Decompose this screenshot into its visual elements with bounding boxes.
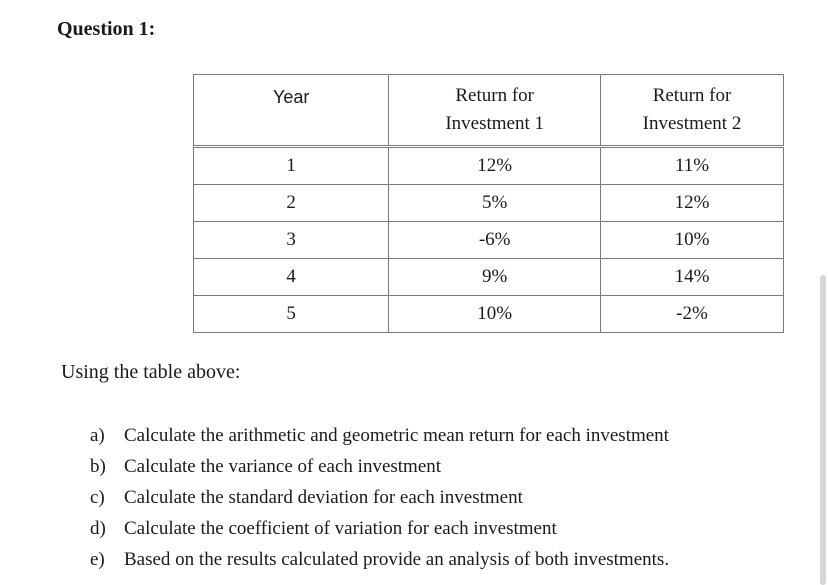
header-investment-1-line-1: Return for xyxy=(455,85,534,106)
cell-investment-1: 9% xyxy=(389,259,601,296)
question-heading: Question 1: xyxy=(57,18,156,40)
header-investment-2 xyxy=(601,75,784,147)
list-item-text: Calculate the coefficient of variation for each investment xyxy=(124,518,557,539)
list-item-text: Based on the results calculated provide an analysis of both investments. xyxy=(124,549,670,570)
cell-investment-2: 10% xyxy=(601,222,784,259)
scrollbar-thumb[interactable] xyxy=(820,275,826,585)
cell-investment-2: -2% xyxy=(601,296,784,333)
list-item-text: Calculate the variance of each investment xyxy=(124,456,442,477)
list-item-marker: a) xyxy=(90,425,105,446)
header-investment-1-line-2: Investment 1 xyxy=(445,113,545,134)
list-item-marker: c) xyxy=(90,487,105,508)
list-item xyxy=(90,425,669,456)
list-item-marker: e) xyxy=(90,549,105,570)
table-row xyxy=(194,222,784,259)
cell-investment-1: 12% xyxy=(389,147,601,185)
cell-year: 1 xyxy=(194,147,389,185)
cell-investment-1: 5% xyxy=(389,185,601,222)
cell-year: 5 xyxy=(194,296,389,333)
cell-year: 3 xyxy=(194,222,389,259)
cell-year: 4 xyxy=(194,259,389,296)
task-list xyxy=(90,425,669,580)
cell-investment-1: 10% xyxy=(389,296,601,333)
cell-year: 2 xyxy=(194,185,389,222)
list-item xyxy=(90,456,669,487)
list-item-text: Calculate the arithmetic and geometric mean return for each investment xyxy=(124,425,669,446)
header-investment-2-line-1: Return for xyxy=(652,85,732,106)
list-item-marker: b) xyxy=(90,456,106,477)
cell-investment-2: 12% xyxy=(601,185,784,222)
table-header-row xyxy=(194,75,784,147)
list-item xyxy=(90,487,669,518)
header-year: Year xyxy=(194,75,389,147)
list-item-text: Calculate the standard deviation for each investment xyxy=(124,487,523,508)
list-item-marker: d) xyxy=(90,518,106,539)
table-row xyxy=(194,147,784,185)
table-row xyxy=(194,185,784,222)
table-row xyxy=(194,259,784,296)
table-row xyxy=(194,296,784,333)
list-item xyxy=(90,549,669,580)
header-investment-1 xyxy=(389,75,601,147)
cell-investment-2: 14% xyxy=(601,259,784,296)
header-investment-2-line-2: Investment 2 xyxy=(642,113,742,134)
instructions-intro: Using the table above: xyxy=(61,361,241,383)
returns-table xyxy=(193,74,784,333)
cell-investment-1: -6% xyxy=(389,222,601,259)
cell-investment-2: 11% xyxy=(601,147,784,185)
list-item xyxy=(90,518,669,549)
